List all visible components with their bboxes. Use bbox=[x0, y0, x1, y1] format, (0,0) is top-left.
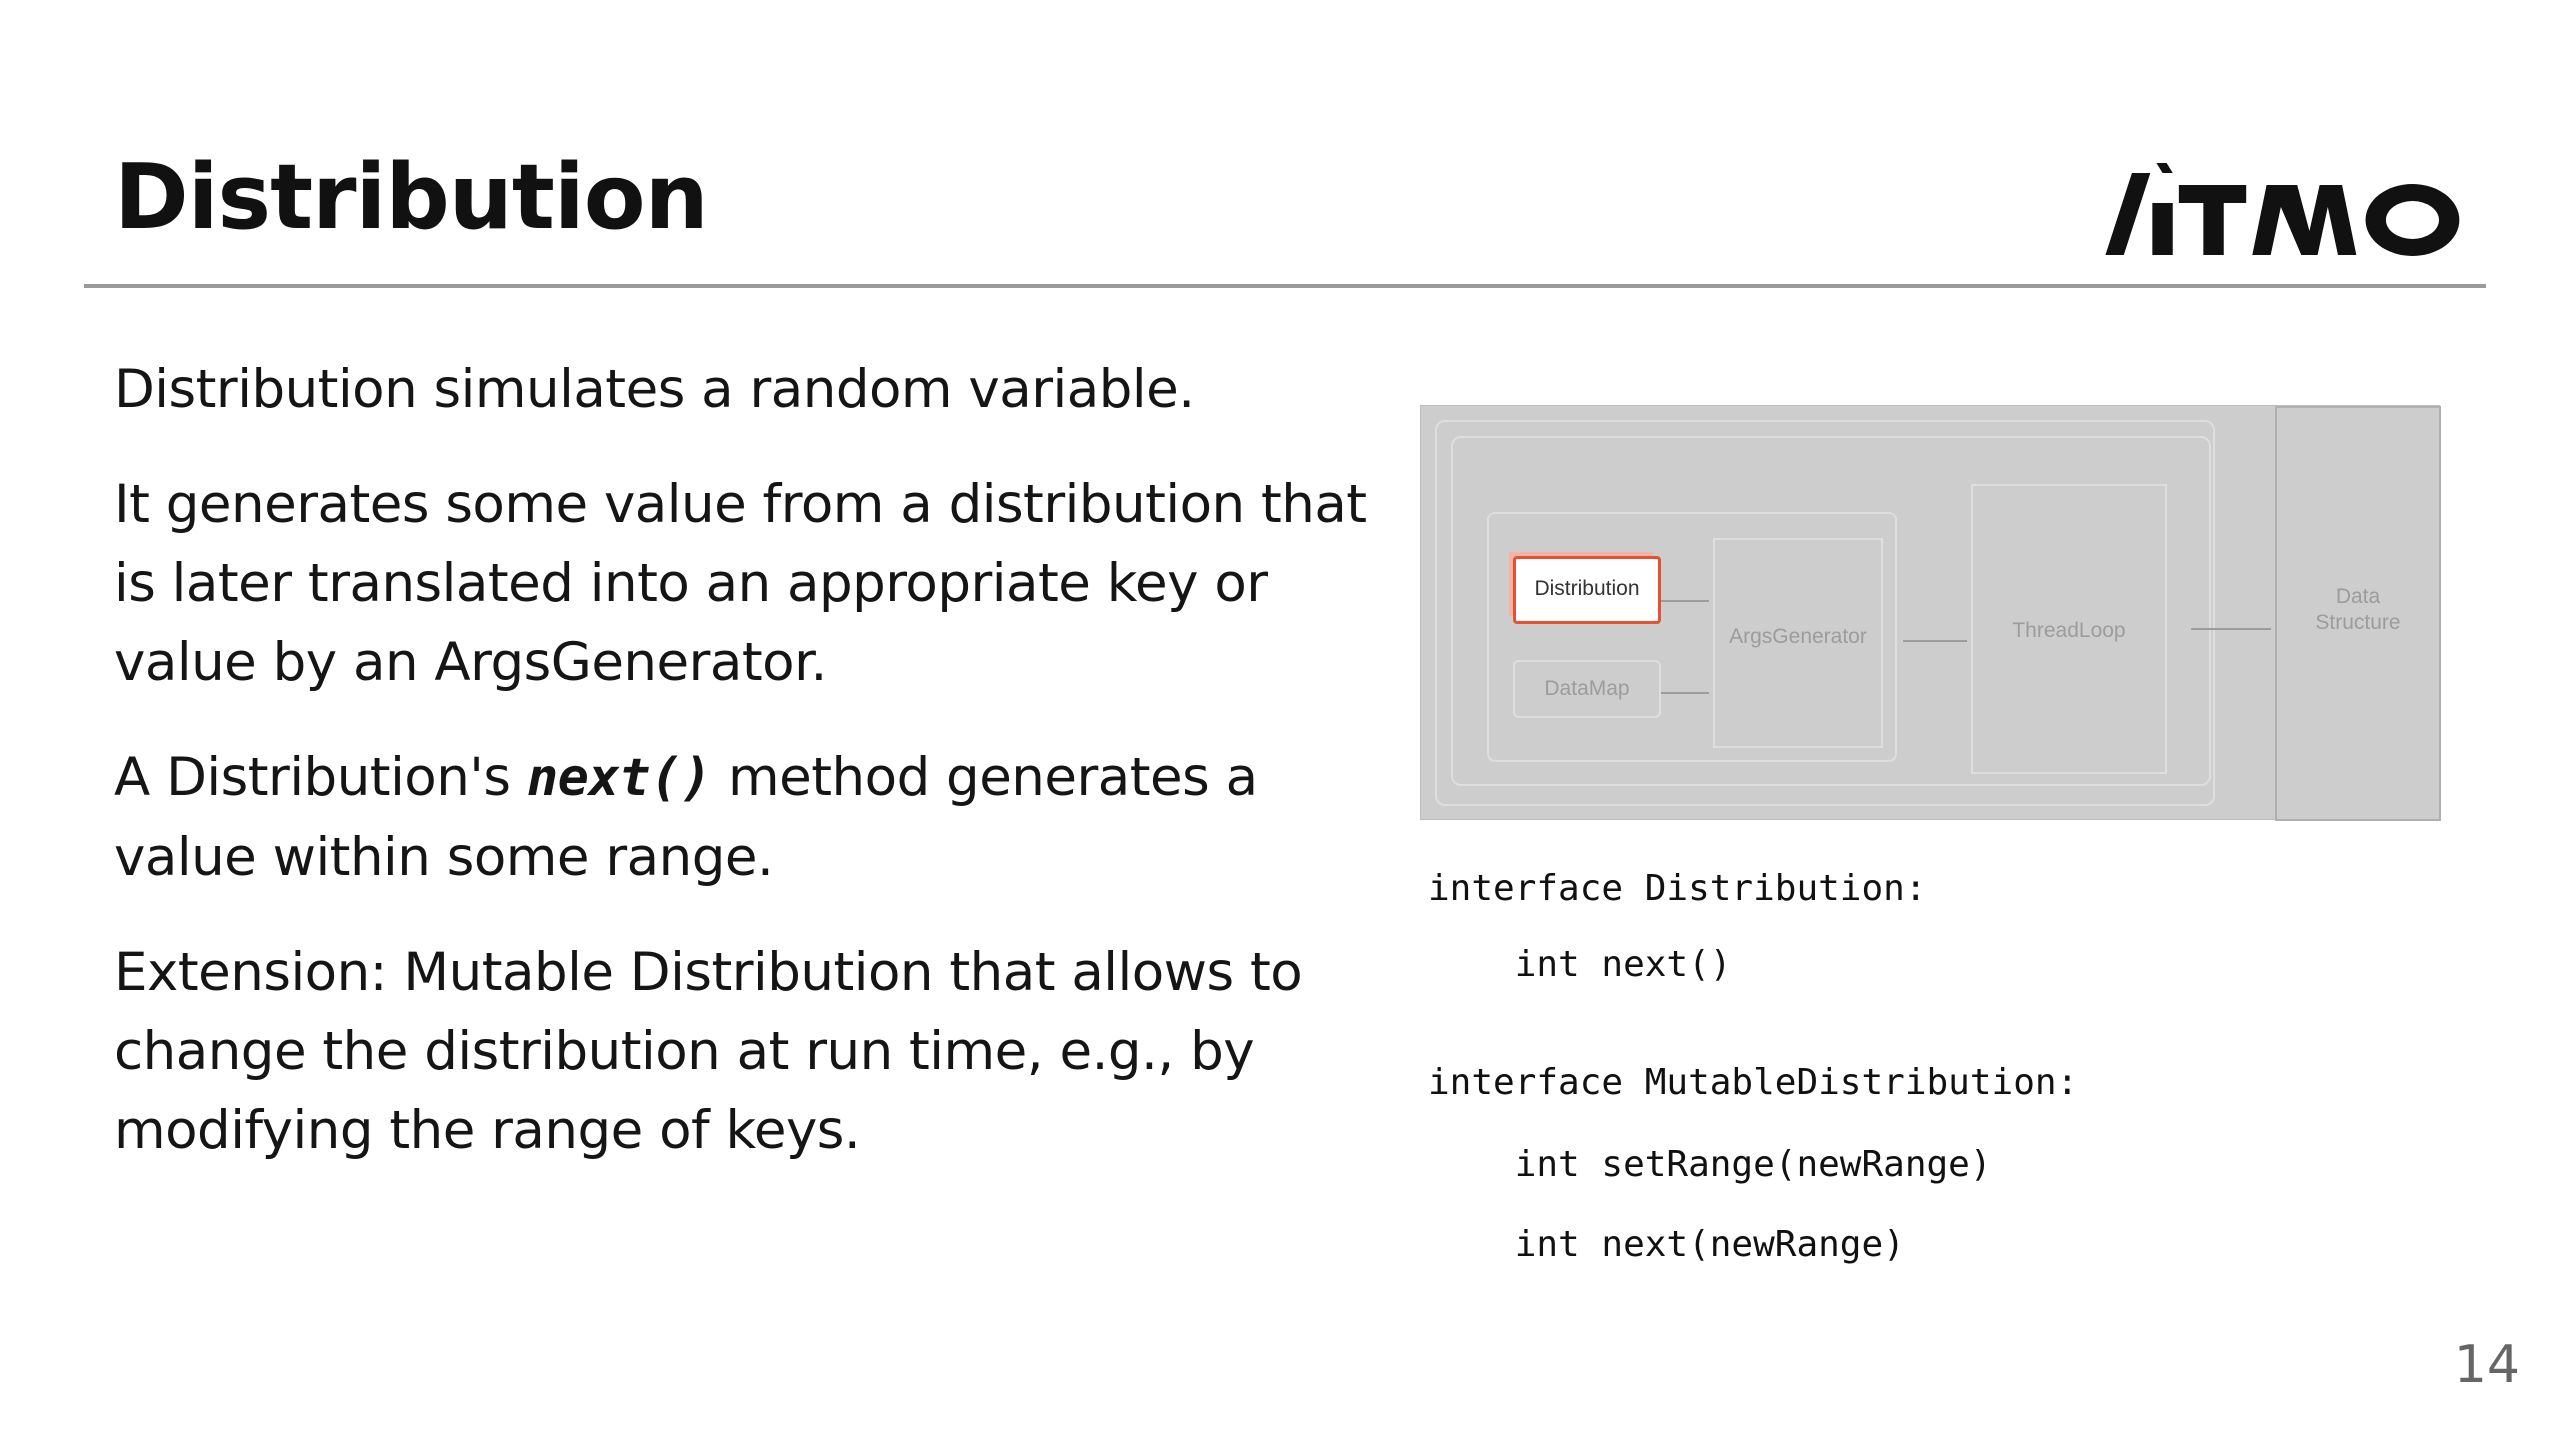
p3-suffix: method generates a value within some range. bbox=[114, 747, 1258, 888]
paragraph-next-method bbox=[114, 738, 1384, 897]
itmo-logo bbox=[2101, 155, 2473, 260]
code-line-2: int next() bbox=[1428, 944, 1732, 985]
threadloop-arrow bbox=[2191, 628, 2271, 630]
datamap-arrow bbox=[1661, 692, 1709, 694]
slide-body bbox=[114, 350, 1384, 1206]
args-generator-label: ArgsGenerator bbox=[1729, 625, 1867, 648]
args-arrow bbox=[1903, 640, 1967, 642]
data-structure-label-2: Structure bbox=[2315, 611, 2401, 634]
itmo-logo-mark bbox=[2101, 155, 2473, 260]
slide-title: Distribution bbox=[114, 145, 708, 250]
paragraph-definition: Distribution simulates a random variable. bbox=[114, 359, 1195, 420]
data-structure-label-1: Data bbox=[2335, 585, 2381, 608]
distribution-node-label: Distribution bbox=[1534, 577, 1640, 600]
threadloop-label: ThreadLoop bbox=[2012, 619, 2126, 642]
architecture-diagram bbox=[1420, 405, 2440, 820]
code-line-5: int next(newRange) bbox=[1428, 1224, 1905, 1265]
next-method-code: next() bbox=[526, 748, 712, 808]
code-block bbox=[1428, 868, 2079, 1265]
distribution-node bbox=[1513, 556, 1661, 624]
p3-prefix: A Distribution's bbox=[114, 747, 527, 808]
code-line-3: interface MutableDistribution: bbox=[1428, 1062, 2079, 1103]
title-divider bbox=[84, 284, 2486, 288]
code-line-1: interface Distribution: bbox=[1428, 868, 1927, 909]
paragraph-extension: Extension: Mutable Distribution that allows to change the distribution at run time, e.g., by modifying the range of keys. bbox=[114, 942, 1303, 1161]
page-number: 14 bbox=[2453, 1335, 2520, 1395]
paragraph-generation: It generates some value from a distribution that is later translated into an appropriate key or value by an ArgsGenerator. bbox=[114, 474, 1367, 693]
code-line-4: int setRange(newRange) bbox=[1428, 1144, 1992, 1185]
datamap-label: DataMap bbox=[1544, 677, 1630, 700]
distribution-arrow bbox=[1661, 600, 1709, 602]
